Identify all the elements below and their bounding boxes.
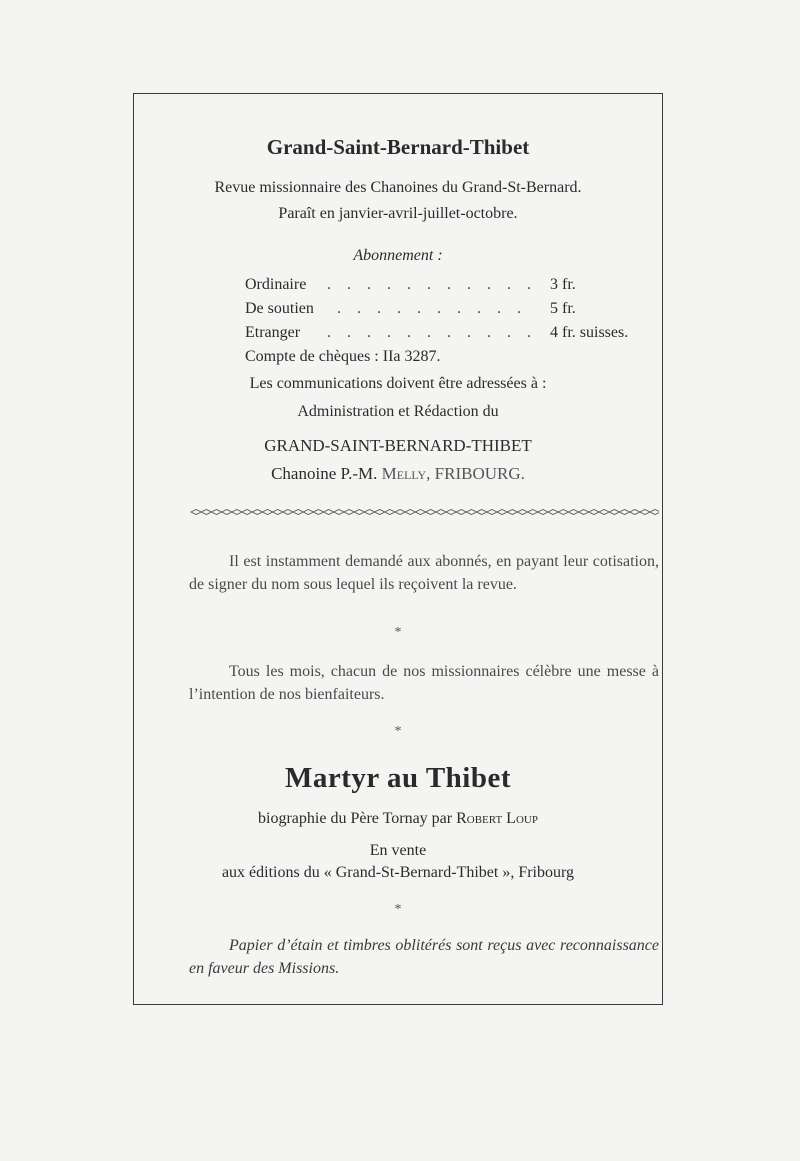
divider-diamond — [487, 510, 497, 515]
divider-diamond — [609, 510, 619, 515]
divider-diamond — [619, 510, 629, 515]
divider-diamond — [538, 510, 548, 515]
divider-diamond — [517, 510, 527, 515]
divider-diamond — [354, 510, 364, 515]
communications-line: Les communications doivent être adressées à : — [249, 375, 547, 392]
notice-paragraph-messe: Tous les mois, chacun de nos missionnaires célèbre une messe à l’intention de nos bienfaiteurs. — [189, 663, 659, 703]
subtitle-description: Revue missionnaire des Chanoines du Grand-St-Bernard. — [214, 179, 582, 196]
divider-diamond — [426, 510, 436, 515]
administration-line: Administration et Rédaction du — [297, 403, 499, 420]
divider-diamond — [324, 510, 334, 515]
divider-diamond — [273, 510, 283, 515]
page-title: Grand-Saint-Bernard-Thibet — [266, 135, 530, 159]
compte-cheques: Compte de chèques : IIa 3287. — [245, 348, 441, 365]
price-label: De soutien — [245, 300, 314, 317]
divider-diamond — [650, 510, 659, 515]
chanoine-name: Melly — [381, 464, 427, 483]
divider-diamond — [528, 510, 538, 515]
divider-diamond — [507, 510, 517, 515]
subtitle-schedule: Paraît en janvier-avril-juillet-octobre. — [278, 205, 518, 222]
divider-diamond — [446, 510, 456, 515]
divider-diamond — [222, 510, 232, 515]
divider-diamond — [466, 510, 476, 515]
ornamental-divider — [189, 505, 659, 519]
revue-name: GRAND-SAINT-BERNARD-THIBET — [264, 436, 532, 455]
divider-diamond — [640, 510, 650, 515]
divider-diamond — [293, 510, 303, 515]
chanoine-prefix: Chanoine P.-M. — [271, 464, 378, 483]
divider-diamond — [303, 510, 313, 515]
papier-notice: Papier d’étain et timbres oblitérés sont reçus avec reconnaissance en faveur des Missions. — [189, 937, 659, 977]
leader-dots: . . . . . . . . . . . — [327, 276, 537, 293]
book-author: Robert Loup — [456, 810, 538, 827]
divider-diamond — [497, 510, 507, 515]
divider-diamond — [344, 510, 354, 515]
divider-diamond — [191, 510, 201, 515]
price-label: Etranger — [245, 324, 301, 341]
divider-diamond — [283, 510, 293, 515]
price-value: 4 fr. suisses. — [550, 324, 629, 341]
divider-diamond — [201, 510, 211, 515]
divider-diamond — [334, 510, 344, 515]
divider-diamond — [436, 510, 446, 515]
book-byline-prefix: biographie du Père Tornay par — [258, 810, 453, 827]
divider-diamond — [568, 510, 578, 515]
separator-star: * — [394, 625, 402, 640]
divider-diamond — [211, 510, 221, 515]
divider-diamond — [558, 510, 568, 515]
divider-diamond — [242, 510, 252, 515]
divider-diamond — [589, 510, 599, 515]
divider-diamond — [364, 510, 374, 515]
chanoine-city: , FRIBOURG. — [426, 464, 525, 483]
leader-dots: . . . . . . . . . . — [337, 300, 527, 317]
editions-line: aux éditions du « Grand-St-Bernard-Thibet », Fribourg — [221, 864, 575, 881]
divider-diamond — [395, 510, 405, 515]
divider-diamond — [477, 510, 487, 515]
price-label: Ordinaire — [245, 276, 307, 293]
price-value: 3 fr. — [550, 276, 576, 293]
separator-star: * — [394, 902, 402, 917]
divider-diamond — [579, 510, 589, 515]
divider-diamond — [252, 510, 262, 515]
divider-diamond — [599, 510, 609, 515]
divider-diamond — [232, 510, 242, 515]
book-byline — [134, 810, 662, 828]
divider-diamond — [415, 510, 425, 515]
divider-diamond — [456, 510, 466, 515]
separator-star: * — [394, 724, 402, 739]
divider-diamond — [385, 510, 395, 515]
divider-diamond — [630, 510, 640, 515]
en-vente-line: En vente — [369, 842, 427, 859]
abonnement-heading: Abonnement : — [353, 247, 443, 264]
notice-frame — [133, 93, 663, 1005]
divider-diamond — [375, 510, 385, 515]
divider-diamond — [548, 510, 558, 515]
chanoine-address — [134, 464, 662, 484]
divider-diamond — [313, 510, 323, 515]
divider-diamond — [405, 510, 415, 515]
price-value: 5 fr. — [550, 300, 576, 317]
notice-paragraph-abonnes: Il est instamment demandé aux abonnés, en payant leur cotisation, de signer du nom sous lequel ils reçoivent la revue. — [189, 553, 659, 593]
leader-dots: . . . . . . . . . . . — [327, 324, 537, 341]
book-title: Martyr au Thibet — [284, 762, 512, 794]
divider-diamond — [262, 510, 272, 515]
